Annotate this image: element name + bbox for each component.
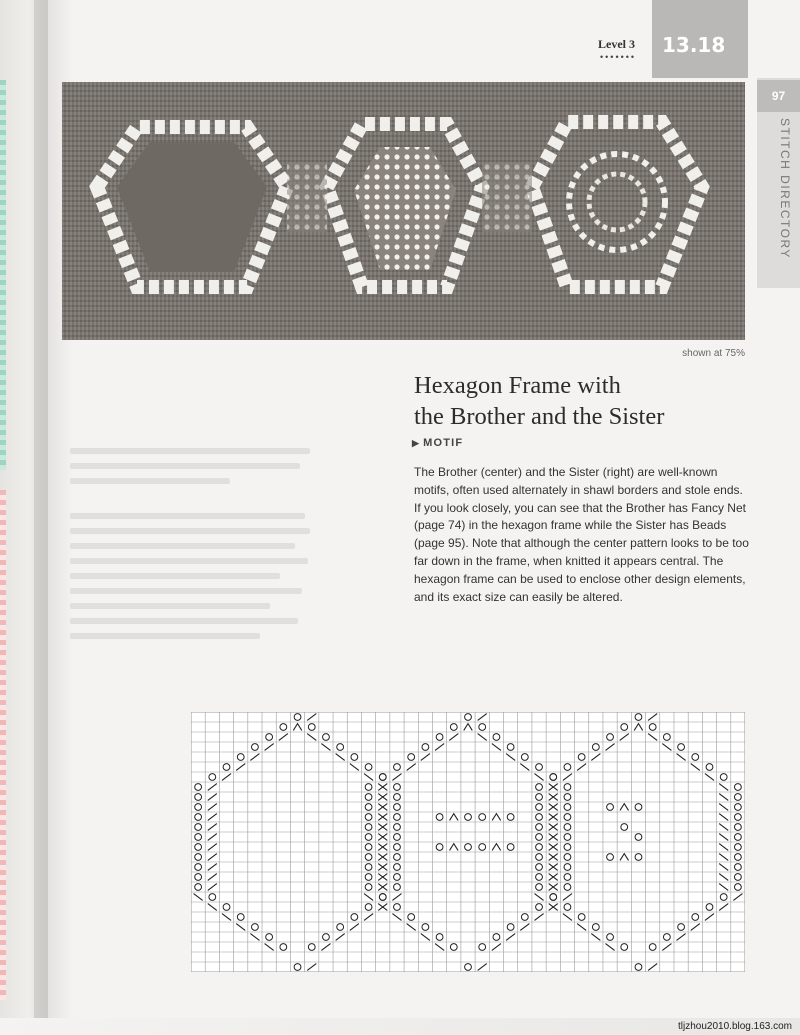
side-tab-label: STITCH DIRECTORY (778, 118, 792, 259)
knitted-swatch-photo (62, 82, 745, 340)
left-page-color-strip-red (0, 490, 6, 1000)
swatch-ladder-1 (287, 162, 327, 232)
swatch-illustration (62, 82, 745, 340)
pattern-description: The Brother (center) and the Sister (right) are well-known motifs, often used alternately in shawl borders and stole ends. If you look closely, you can see that the Brother has Fancy Net (page 74) in the hexagon frame while the Sister has Beads (page 95). Note that although the center pattern looks to be too far down in the frame, when knitted it appears central. The hexagon frame can be used to enclose other design elements, and its exact size can easily be altered. (414, 465, 749, 604)
pattern-title (414, 370, 754, 432)
photo-caption: shown at 75% (682, 348, 745, 359)
section-badge (652, 0, 748, 78)
category-label: MOTIF (423, 437, 464, 449)
bleed-through-text (70, 448, 320, 648)
section-number: 13.18 (662, 33, 726, 57)
knitting-chart (191, 712, 745, 977)
source-watermark: tljzhou2010.blog.163.com (678, 1021, 792, 1032)
left-page-color-strip-green (0, 80, 6, 470)
category-arrow-icon: ▶ (412, 438, 421, 448)
swatch-hexagon-1 (97, 127, 287, 287)
page-number: 97 (757, 80, 800, 112)
pattern-category (412, 437, 463, 449)
pattern-title-line-2: the Brother and the Sister (414, 403, 665, 430)
difficulty-level: Level 3 (598, 37, 635, 51)
swatch-hexagon-2 (327, 124, 482, 287)
pattern-title-line-1: Hexagon Frame with (414, 372, 621, 399)
swatch-hexagon-3 (532, 122, 702, 287)
difficulty-dots: ••••••• (600, 52, 637, 62)
knitting-chart-svg (191, 712, 745, 972)
swatch-ladder-2 (482, 162, 532, 232)
